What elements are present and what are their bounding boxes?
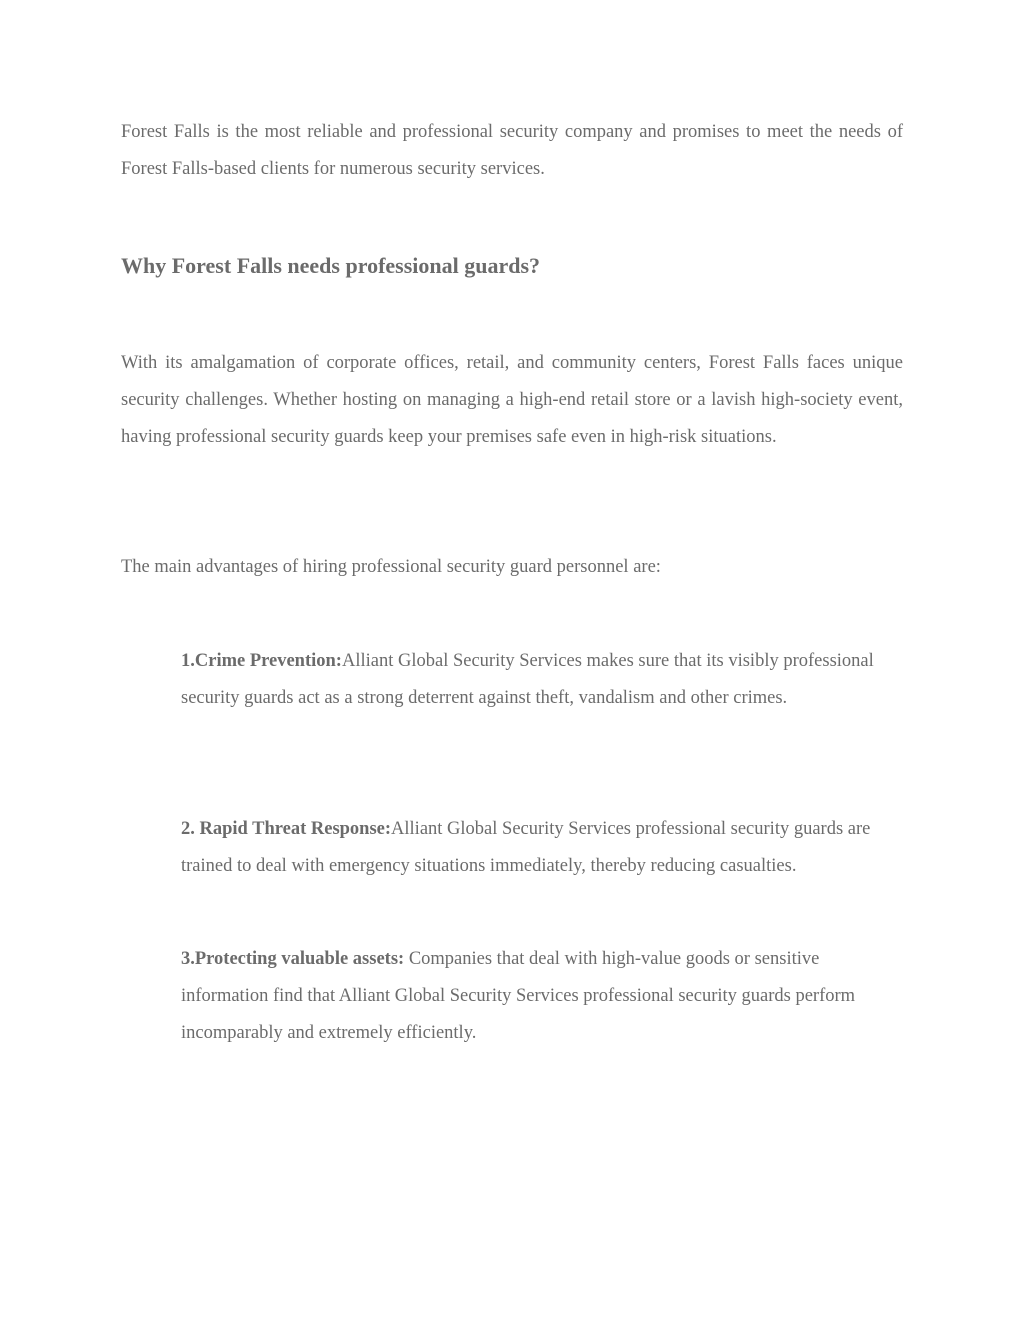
advantage-text: Companies that deal with high-value goods or sensitive information find that Alliant Global Security Services professional security guards perform incomparably and extremely efficiently.: [181, 949, 856, 1043]
advantages-intro-paragraph: The main advantages of hiring professional security guard personnel are:: [121, 557, 661, 577]
advantage-title: 1.Crime Prevention:: [181, 651, 342, 671]
advantage-item-rapid-threat-response: [181, 811, 903, 885]
section-heading: Why Forest Falls needs professional guards?: [121, 253, 541, 278]
section-body-paragraph: With its amalgamation of corporate offices, retail, and community centers, Forest Falls faces unique security challenges. Whether hosting on managing a high-end retail store or a lavish high-society event, having professional security guards keep your premises safe even in high-risk situations.: [121, 353, 903, 447]
advantage-text: Alliant Global Security Services makes sure that its visibly professional security guards act as a strong deterrent against theft, vandalism and other crimes.: [181, 651, 874, 708]
intro-paragraph: Forest Falls is the most reliable and professional security company and promises to meet the needs of Forest Falls-based clients for numerous security services.: [121, 122, 903, 179]
advantage-title: 2. Rapid Threat Response:: [181, 819, 392, 839]
advantage-item-crime-prevention: [181, 643, 886, 717]
advantage-text: Alliant Global Security Services professional security guards are trained to deal with emergency situations immediately, thereby reducing casualties.: [181, 819, 871, 876]
advantage-item-protecting-assets: [181, 941, 881, 1052]
advantage-title: 3.Protecting valuable assets:: [181, 949, 405, 969]
